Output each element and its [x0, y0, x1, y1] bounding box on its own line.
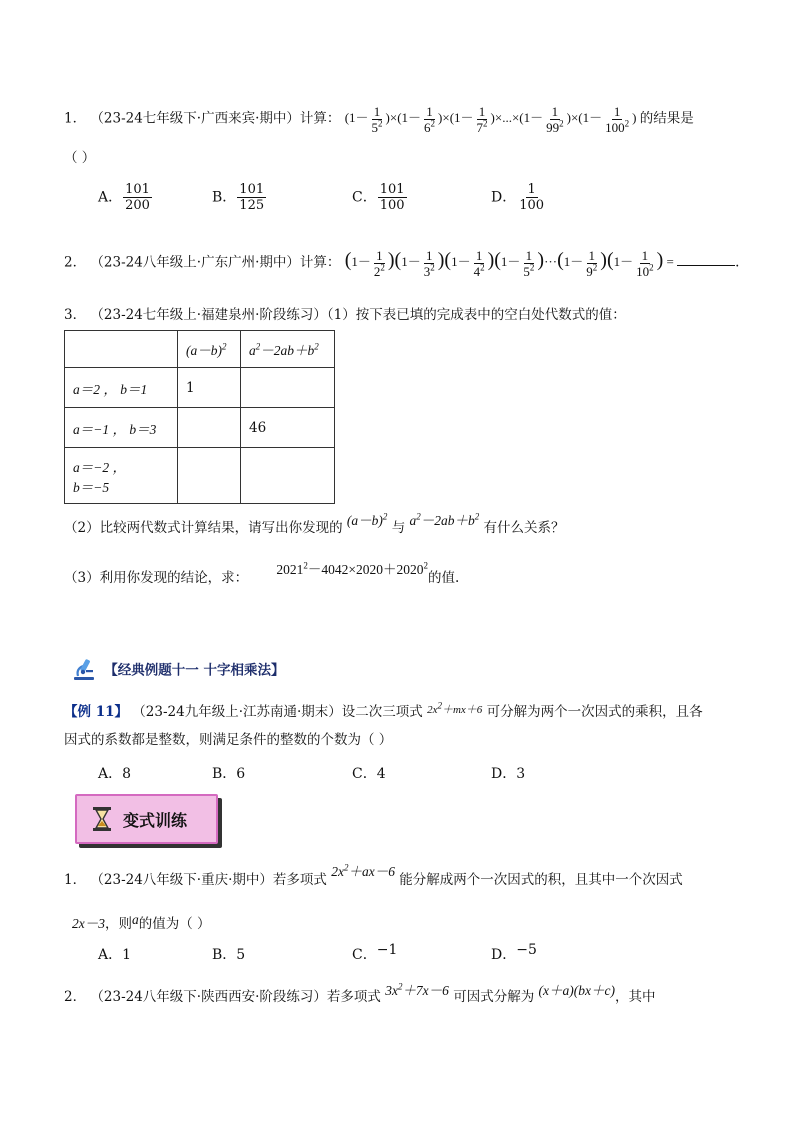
variant-question-1-line-2: 2x－3，则a的值为（ ） — [72, 912, 211, 932]
option-fraction: $\frac{1}{100}$ — [519, 182, 545, 213]
table-cell[interactable] — [178, 408, 241, 448]
option-b[interactable] — [212, 182, 267, 213]
row-label: a＝2 ， b＝1 — [65, 368, 178, 408]
option-b[interactable]: B．6 — [212, 766, 246, 782]
table-cell[interactable]: 1 — [178, 368, 241, 408]
question-number: 1． — [64, 110, 87, 127]
question-suffix: 的结果是 — [639, 110, 694, 127]
option-fraction: $\frac{101}{200}$ — [125, 182, 150, 213]
question-1 — [64, 104, 694, 135]
answer-paren: （ ） — [64, 150, 96, 166]
table-cell[interactable] — [241, 368, 335, 408]
option-fraction: $\frac{101}{125}$ — [239, 182, 265, 213]
microscope-icon — [72, 657, 98, 685]
option-d[interactable] — [491, 182, 547, 213]
answer-blank[interactable] — [677, 253, 735, 266]
table-header-1: $(a-b)^2$ — [178, 331, 241, 368]
section-header — [72, 657, 285, 685]
option-letter: C． — [352, 189, 377, 206]
option-letter: D． — [491, 189, 517, 206]
example-tag: 【例 11】 — [64, 704, 128, 720]
question-3-part-2: （2）比较两代数式计算结果，请写出你发现的 $(a-b)^2$ 与 $a^2-2ab+b^2$ 有什么关系？ — [64, 511, 565, 536]
question-source: （23-24七年级下·广西来宾·期中）计算： — [90, 110, 341, 127]
table-cell[interactable] — [178, 448, 241, 504]
question-number: 3． — [64, 307, 87, 323]
option-d[interactable]: D．−5 — [491, 942, 537, 963]
option-b[interactable]: B．5 — [212, 947, 246, 963]
variant-question-1: 1． （23-24八年级下·重庆·期中）若多项式 $2x^2+ax-6$ 能分解成两个一次因式的积，且其中一个次因式 — [64, 862, 683, 888]
value-table — [64, 330, 335, 504]
table-cell[interactable]: 46 — [241, 408, 335, 448]
example-11: 【例 11】 （23-24九年级上·江苏南通·期末）设二次三项式 $^{2x^2+mx+6}$ 可分解为两个一次因式的乘积，且各 — [64, 700, 703, 720]
hourglass-icon — [91, 806, 113, 836]
table-header-2: $a^2-2ab+b^2$ — [241, 331, 335, 368]
question-3 — [64, 303, 626, 327]
table-cell[interactable] — [241, 448, 335, 504]
option-a[interactable]: A．1 — [98, 947, 132, 963]
product-formula: (1－ $\frac{1}{2^2}$ )(1－ $\frac{1}{3^2}$ )(1－ $\frac{1}{4^2}$ )(1－ $\frac{1}{5^2}$ )···(1－ $\frac{1}{9^2}$ )(1－ $\frac{1}{10^2}$ ) = — [344, 248, 674, 279]
row-label: a＝−2 ， b＝−5 — [65, 448, 178, 504]
question-source: （23-24八年级上·广东广州·期中）计算： — [90, 254, 341, 271]
badge-label: 变式训练 — [123, 811, 188, 830]
table-corner — [65, 331, 178, 368]
table-row — [65, 408, 335, 448]
variant-question-2: 2． （23-24八年级下·陕西西安·阶段练习）若多项式 $3x^2+7x-6$ 可因式分解为 (x＋a)(bx＋c)，其中 — [64, 981, 656, 1005]
option-a[interactable]: A．8 — [98, 766, 132, 782]
option-letter: B． — [212, 189, 237, 206]
table-row — [65, 448, 335, 504]
option-a[interactable] — [98, 182, 153, 213]
question-2 — [64, 248, 739, 279]
row-label: a＝−1 ， b＝3 — [65, 408, 178, 448]
option-c[interactable] — [352, 182, 408, 213]
question-number: 2． — [64, 254, 87, 271]
section-title: 【经典例题十一 十字相乘法】 — [104, 662, 285, 679]
question-source: （23-24七年级上·福建泉州·阶段练习）（1）按下表已填的完成表中的空白处代数式的值： — [90, 307, 626, 323]
product-formula: (1－ $\frac{1}{5^2}$ )×(1－ $\frac{1}{6^2}$ )×(1－ $\frac{1}{7^2}$ )×...×(1－ $\frac{1}{99^2}$ )×(1－ $\frac{1}{100^2}$ ) — [344, 104, 637, 135]
example-11-line-2: 因式的系数都是整数，则满足条件的整数的个数为（ ） — [64, 732, 393, 748]
option-letter: A． — [98, 189, 123, 206]
option-fraction: $\frac{101}{100}$ — [379, 182, 405, 213]
variant-training-badge — [75, 794, 218, 844]
period: . — [735, 254, 740, 271]
question-3-part-3: （3）利用你发现的结论，求： $2021^2-4042\times 2020+2020^2$的值. — [64, 560, 460, 586]
option-d[interactable]: D．3 — [491, 766, 526, 782]
table-row — [65, 368, 335, 408]
option-c[interactable]: C．−1 — [352, 942, 398, 963]
option-c[interactable]: C．4 — [352, 766, 386, 782]
